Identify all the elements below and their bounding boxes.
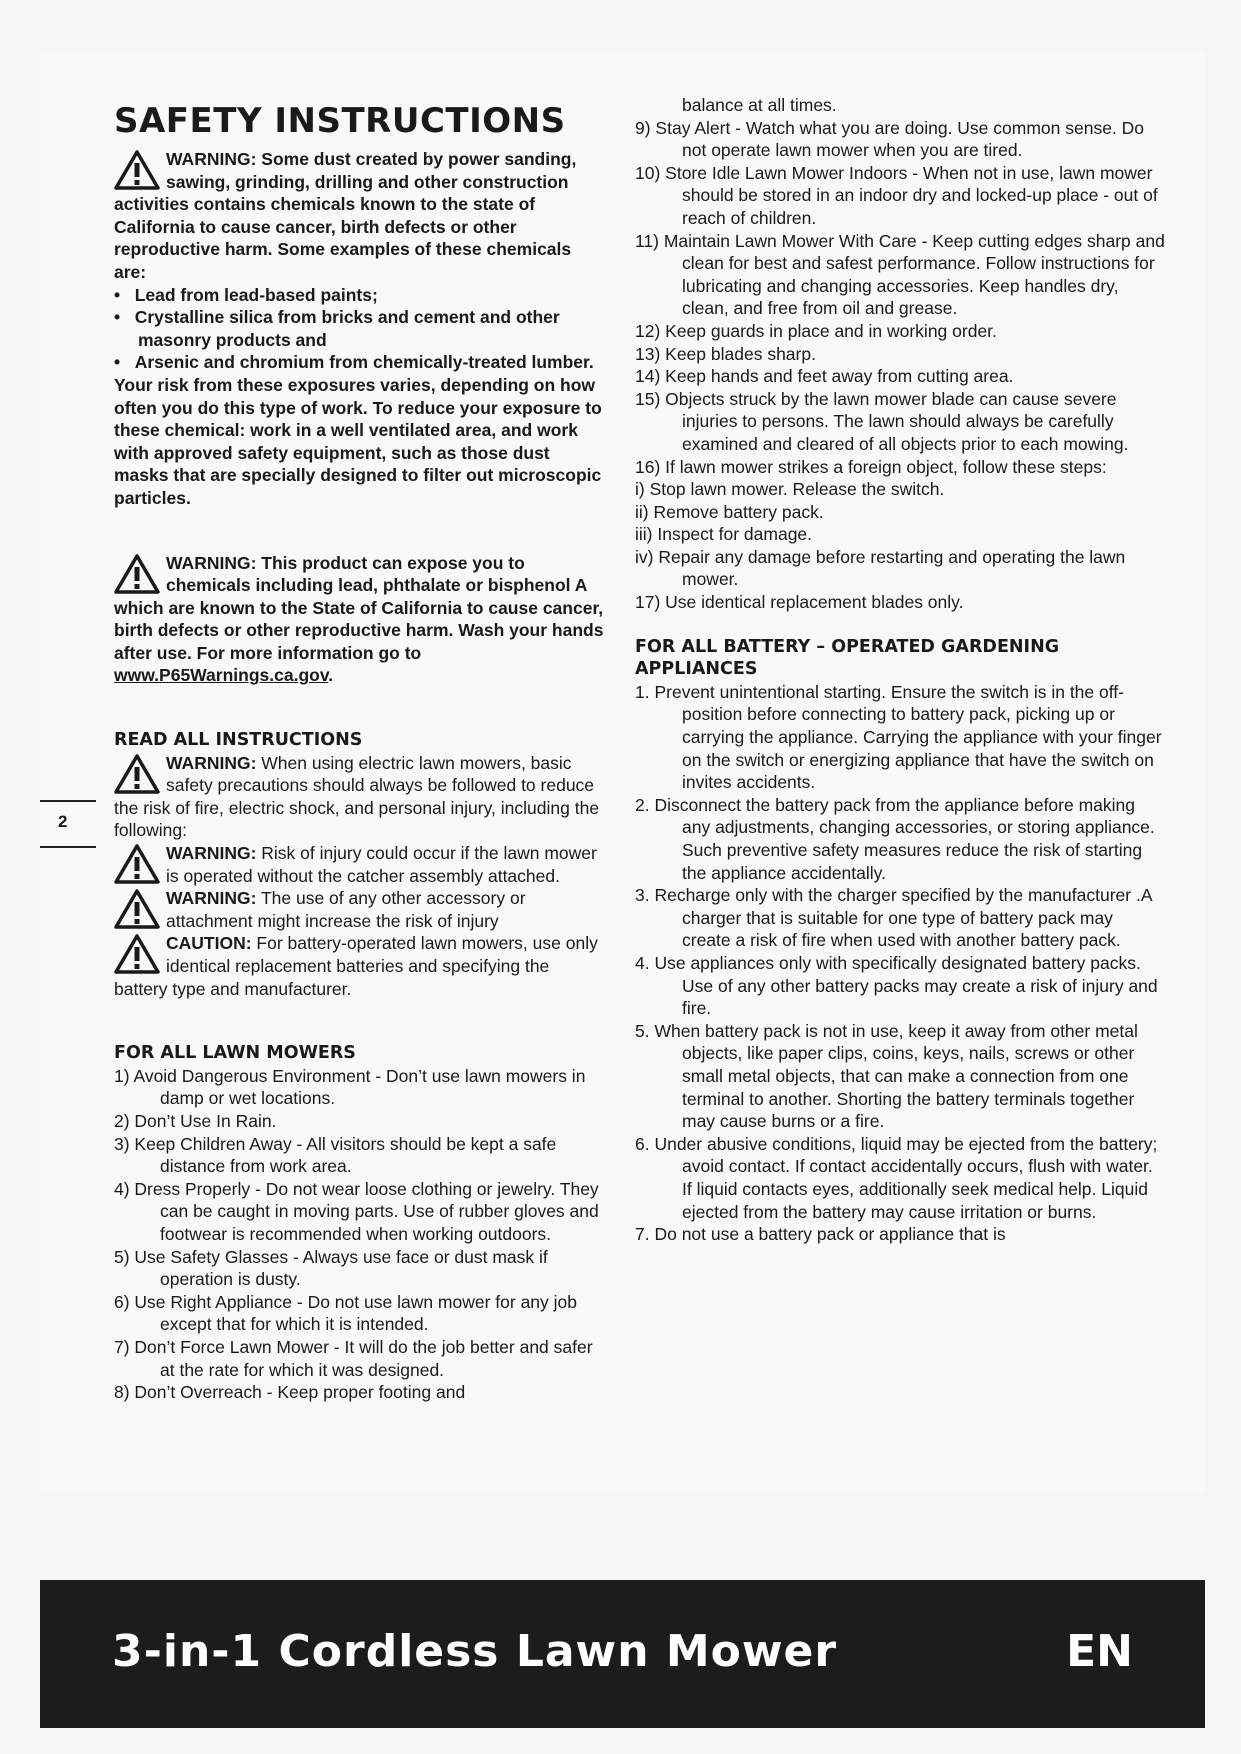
- list-item: 3) Keep Children Away - All visitors should be kept a safe distance from work area.: [114, 1133, 557, 1177]
- warning-triangle-icon: [114, 554, 160, 594]
- warning-label: WARNING:: [166, 149, 257, 169]
- list-item: 1. Prevent unintentional starting. Ensure the switch is in the off-position before connecting to battery pack, picking up or carrying the appliance. Carrying the appliance with your finger on the switch or energizing appliance that have the switch on invites accidents.: [635, 681, 1162, 793]
- step-item: iv) Repair any damage before restarting and operating the lawn mower.: [635, 546, 1126, 590]
- lawn-mowers-list: [114, 1065, 604, 1404]
- step-item: i) Stop lawn mower. Release the switch.: [635, 479, 945, 500]
- battery-heading: FOR ALL BATTERY – OPERATED GARDENING APPLIANCES: [635, 636, 1060, 680]
- list-item: 10) Store Idle Lawn Mower Indoors - When not in use, lawn mower should be stored in an indoor dry and locked-up place - out of reach of children.: [635, 162, 1158, 228]
- list-item: 7) Don’t Force Lawn Mower - It will do the job better and safer at the rate for which it was designed.: [114, 1336, 593, 1380]
- caution-triangle-icon: [114, 934, 160, 974]
- page-sheet: [40, 52, 1205, 1492]
- warning-triangle-icon: [114, 150, 160, 190]
- list-item: 11) Maintain Lawn Mower With Care - Keep cutting edges sharp and clean for best and safest performance. Follow instructions for lubricating and changing accessories. Keep handles dry, clean, and free from oil and grease.: [635, 230, 1165, 319]
- step-item: iii) Inspect for damage.: [635, 524, 813, 545]
- list-item: 17) Use identical replacement blades only.: [635, 592, 964, 613]
- step-item: ii) Remove battery pack.: [635, 501, 824, 522]
- list-item: 15) Objects struck by the lawn mower blade can cause severe injuries to persons. The lawn should always be carefully examined and cleared of all objects prior to each mowing.: [635, 388, 1129, 454]
- warning-text: Some dust created by power sanding, sawing, grinding, drilling and other construction activities contains chemicals known to the state of California to cause cancer, birth defects or other reproductive harm. Some examples of these chemicals are:: [114, 149, 577, 282]
- warning-triangle-icon: [114, 754, 160, 794]
- list-continuation: balance at all times.: [682, 95, 837, 115]
- list-item: 6) Use Right Appliance - Do not use lawn mower for any job except that for which it is intended.: [114, 1291, 578, 1335]
- read-all-warning-3: WARNING: The use of any other accessory or attachment might increase the risk of injury: [114, 887, 604, 932]
- list-item: 3. Recharge only with the charger specified by the manufacturer .A charger that is suitable for one type of battery pack may create a risk of fire when used with another battery pack.: [635, 885, 1152, 951]
- list-item: 4. Use appliances only with specifically designated battery packs. Use of any other battery packs may create a risk of injury and fire.: [635, 952, 1158, 1019]
- bullet-item: • Arsenic and chromium from chemically-treated lumber.: [114, 352, 594, 373]
- warning-block-dust: [114, 148, 604, 510]
- list-item: 5) Use Safety Glasses - Always use face or dust mask if operation is dusty.: [114, 1246, 548, 1290]
- warning-block-chemicals: WARNING: This product can expose you to chemicals including lead, phthalate or bisphenol A which are known to the State of California to cause cancer, birth defects or other reproductive harm. Wash your hands after use. For more information go to www.P65Warnings.ca.gov.: [114, 552, 604, 686]
- warning-closing: Your risk from these exposures varies, depending on how often you do this type of work. To reduce your exposure to these chemical: work in a well ventilated area, and work with approved safety equipment, such as those dust masks that are specially designed to filter out microscopic particles.: [114, 374, 602, 508]
- bullet-item: • Lead from lead-based paints;: [114, 284, 378, 305]
- list-item: 5. When battery pack is not in use, keep it away from other metal objects, like paper clips, coins, keys, nails, screws or other small metal objects, that can make a connection from one terminal to another. Shorting the battery terminals together may cause burns or a fire.: [635, 1020, 1138, 1132]
- list-item: 8) Don’t Overreach - Keep proper footing and: [114, 1382, 466, 1403]
- footer-bar: [40, 1580, 1205, 1728]
- list-item: 14) Keep hands and feet away from cutting area.: [635, 366, 1014, 387]
- list-item: 12) Keep guards in place and in working order.: [635, 320, 997, 341]
- page-number-rule-top: [40, 800, 96, 802]
- product-title: 3-in-1 Cordless Lawn Mower: [112, 1626, 838, 1677]
- language-code: EN: [1066, 1626, 1133, 1677]
- warning-text: This product can expose you to chemicals including lead, phthalate or bisphenol A which are known to the State of California to cause cancer, birth defects or other reproductive harm. Wash your hands after use. For more information go to: [114, 552, 604, 663]
- warning-triangle-icon: [114, 844, 160, 884]
- page-number: 2: [58, 812, 68, 831]
- left-column: [114, 52, 604, 1404]
- list-item: 9) Stay Alert - Watch what you are doing. Use common sense. Do not operate lawn mower when you are tired.: [635, 117, 1145, 161]
- read-all-heading: READ ALL INSTRUCTIONS: [114, 730, 363, 751]
- list-item: 1) Avoid Dangerous Environment - Don’t use lawn mowers in damp or wet locations.: [114, 1065, 586, 1109]
- read-all-warning-2: WARNING: Risk of injury could occur if the lawn mower is operated without the catcher assembly attached.: [114, 842, 604, 887]
- list-item: 13) Keep blades sharp.: [635, 343, 816, 364]
- lawn-mowers-heading: FOR ALL LAWN MOWERS: [114, 1043, 356, 1064]
- page-title: SAFETY INSTRUCTIONS: [114, 101, 566, 141]
- read-all-warning-1: WARNING: When using electric lawn mowers, basic safety precautions should always be followed to reduce the risk of fire, electric shock, and personal injury, including the following:: [114, 752, 600, 841]
- bullet-item: • Crystalline silica from bricks and cement and other masonry products and: [114, 307, 560, 350]
- list-item: 2) Don’t Use In Rain.: [114, 1110, 277, 1131]
- right-column: [635, 52, 1165, 1246]
- page-number-rule-bottom: [40, 846, 96, 848]
- list-item: 6. Under abusive conditions, liquid may be ejected from the battery; avoid contact. If contact accidentally occurs, flush with water. If liquid contacts eyes, additionally seek medical help. Liquid ejected from the battery may cause irritation or burns.: [635, 1133, 1158, 1222]
- p65-link[interactable]: www.P65Warnings.ca.gov: [114, 665, 329, 686]
- list-item: 4) Dress Properly - Do not wear loose clothing or jewelry. They can be caught in moving parts. Use of rubber gloves and footwear is recommended when working outdoors.: [114, 1178, 599, 1244]
- right-list-top: [635, 94, 1165, 614]
- warning-label: WARNING:: [166, 552, 257, 573]
- list-item: 7. Do not use a battery pack or appliance that is: [635, 1224, 1006, 1245]
- battery-list: [635, 681, 1165, 1246]
- list-item: 16) If lawn mower strikes a foreign object, follow these steps:: [635, 456, 1107, 477]
- list-item: 2. Disconnect the battery pack from the appliance before making any adjustments, changing accessories, or storing appliance. Such preventive safety measures reduce the risk of starting the appliance accidentally.: [635, 794, 1155, 883]
- warning-triangle-icon: [114, 889, 160, 929]
- read-all-caution: CAUTION: For battery-operated lawn mowers, use only identical replacement batteries and specifying the battery type and manufacturer.: [114, 933, 598, 999]
